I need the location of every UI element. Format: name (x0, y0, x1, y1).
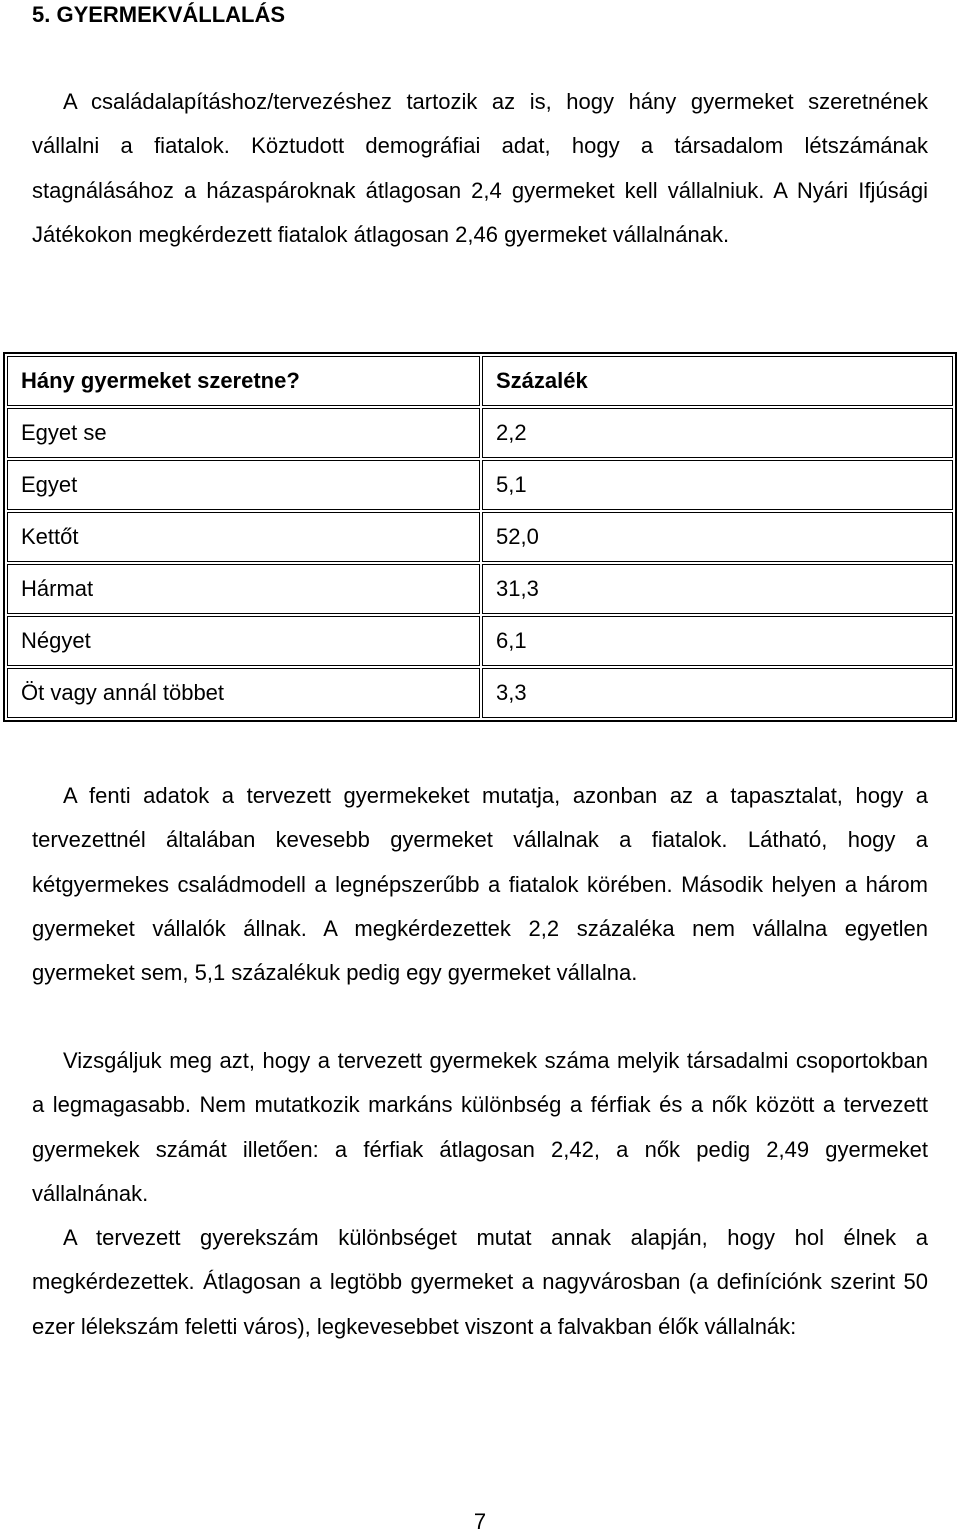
row-value: 31,3 (482, 564, 953, 614)
page-number: 7 (473, 1509, 487, 1534)
row-label: Kettőt (7, 512, 480, 562)
intro-paragraph: A családalapításhoz/tervezéshez tartozik az is, hogy hány gyermeket szeretnének vállalni a fiatalok. Köztudott demográfiai adat, hogy a társadalom létszámának stagnálásához a házaspároknak átlagosan 2,4 gyermeket kell vállalniuk. A Nyári Ifjúsági Játékokon megkérdezett fiatalok átlagosan 2,46 gyermeket vállalnának. (32, 89, 928, 247)
table-header-row (7, 356, 953, 406)
row-label: Öt vagy annál többet (7, 668, 480, 718)
table-row (7, 564, 953, 614)
table-row (7, 616, 953, 666)
column-header-question: Hány gyermeket szeretne? (7, 356, 480, 406)
table-row (7, 408, 953, 458)
children-table (3, 352, 957, 722)
body-paragraph: A tervezett gyerekszám különbséget mutat annak alapján, hogy hol élnek a megkérdezettek. Átlagosan a legtöbb gyermeket a nagyvárosban (a definíciónk szerint 50 ezer lélekszám feletti város), legkevesebbet viszont a falvakban élők vállalnák: (32, 1225, 928, 1339)
row-value: 6,1 (482, 616, 953, 666)
table-row (7, 668, 953, 718)
column-header-percent: Százalék (482, 356, 953, 406)
section-heading: 5. GYERMEKVÁLLALÁS (32, 2, 286, 27)
row-value: 52,0 (482, 512, 953, 562)
row-label: Hármat (7, 564, 480, 614)
body-paragraph: A fenti adatok a tervezett gyermekeket mutatja, azonban az a tapasztalat, hogy a tervezettnél általában kevesebb gyermeket vállalnak a fiatalok. Látható, hogy a kétgyermekes családmodell a legnépszerűbb a fiatalok körében. Második helyen a három gyermeket vállalók állnak. A megkérdezettek 2,2 százaléka nem vállalna egyetlen gyermeket sem, 5,1 százalékuk pedig egy gyermeket vállalna. (32, 783, 928, 986)
row-label: Négyet (7, 616, 480, 666)
row-label: Egyet se (7, 408, 480, 458)
table-row (7, 512, 953, 562)
row-value: 5,1 (482, 460, 953, 510)
row-value: 3,3 (482, 668, 953, 718)
row-value: 2,2 (482, 408, 953, 458)
row-label: Egyet (7, 460, 480, 510)
body-paragraph: Vizsgáljuk meg azt, hogy a tervezett gyermekek száma melyik társadalmi csoportokban a legmagasabb. Nem mutatkozik markáns különbség a férfiak és a nők között a tervezett gyermekek számát illetően: a férfiak átlagosan 2,42, a nők pedig 2,49 gyermeket vállalnának. (32, 1048, 928, 1206)
table-row (7, 460, 953, 510)
